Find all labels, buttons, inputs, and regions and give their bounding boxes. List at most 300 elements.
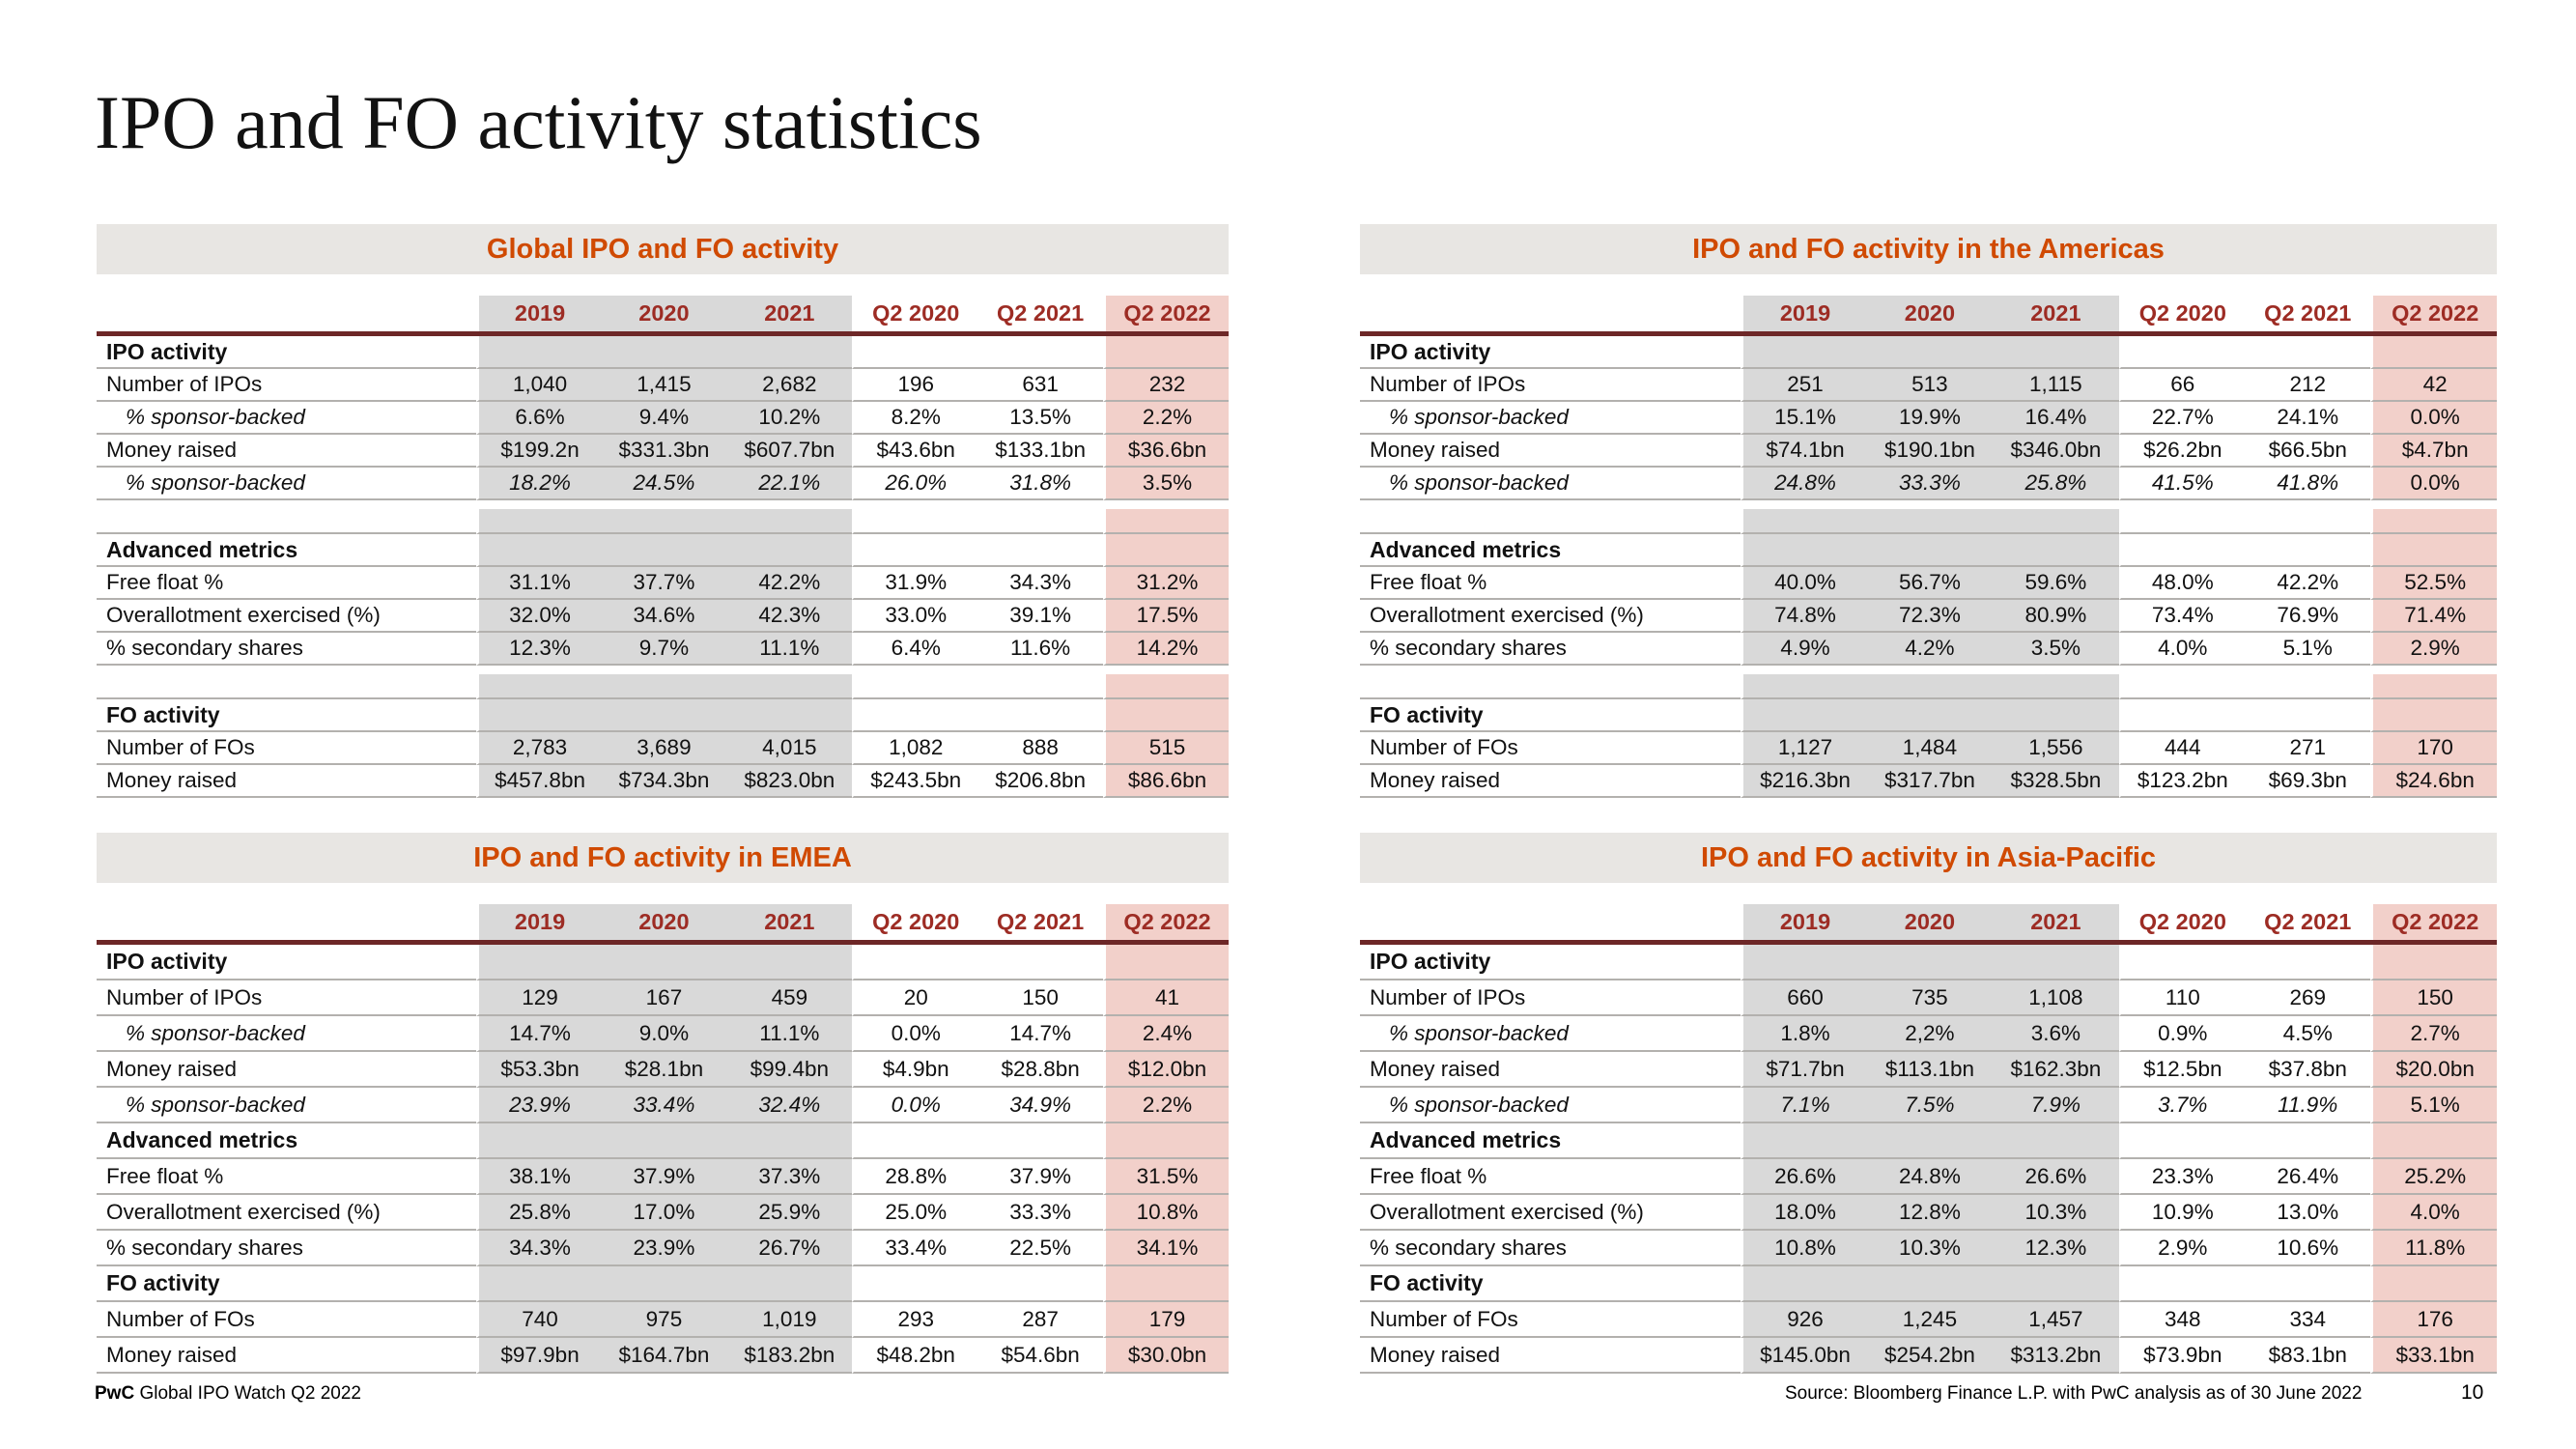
row-label: [97, 666, 476, 674]
cell-value: [1867, 336, 1993, 369]
table-row: [1360, 666, 2497, 674]
cell-value: 40.0%: [1741, 567, 1866, 600]
cell-value: 3,689: [602, 732, 727, 765]
table-row: [97, 1266, 1229, 1302]
cell-value: [602, 945, 727, 980]
cell-value: 7.9%: [1993, 1088, 2118, 1123]
cell-value: 5.1%: [2370, 1088, 2496, 1123]
cell-value: [476, 534, 602, 567]
table-row: [1360, 402, 2497, 435]
cell-value: 2,682: [726, 369, 852, 402]
table-title: IPO and FO activity in EMEA: [473, 841, 852, 873]
cell-value: 18.2%: [476, 468, 602, 500]
cell-value: [1103, 500, 1229, 509]
row-label: Overallotment exercised (%): [1360, 1195, 1741, 1231]
cell-value: 25.2%: [2370, 1159, 2496, 1195]
row-label: Money raised: [1360, 1338, 1741, 1374]
cell-value: 0.0%: [852, 1016, 977, 1052]
cell-value: 37.7%: [602, 567, 727, 600]
cell-value: 9.4%: [602, 402, 727, 435]
cell-value: 6.6%: [476, 402, 602, 435]
cell-value: 23.9%: [476, 1088, 602, 1123]
cell-value: 19.9%: [1867, 402, 1993, 435]
cell-value: [977, 336, 1103, 369]
cell-value: $457.8bn: [476, 765, 602, 798]
row-label: % sponsor-backed: [1360, 1016, 1741, 1052]
row-label: [1360, 674, 1741, 699]
cell-value: 24.8%: [1741, 468, 1866, 500]
row-label: Number of IPOs: [97, 369, 476, 402]
cell-value: 33.3%: [1867, 468, 1993, 500]
row-label: Free float %: [97, 1159, 476, 1195]
cell-value: 26.7%: [726, 1231, 852, 1266]
table-row: [97, 1338, 1229, 1374]
header-spacer-cell: [97, 296, 476, 331]
year-header: 2020: [1867, 904, 1993, 940]
section-label: IPO activity: [97, 336, 476, 369]
cell-value: [1993, 1266, 2118, 1302]
cell-value: $607.7bn: [726, 435, 852, 468]
cell-value: 1,245: [1867, 1302, 1993, 1338]
cell-value: $20.0bn: [2370, 1052, 2496, 1088]
cell-value: 74.8%: [1741, 600, 1866, 633]
cell-value: 26.4%: [2245, 1159, 2370, 1195]
cell-value: [2119, 674, 2245, 699]
row-label: % sponsor-backed: [1360, 402, 1741, 435]
cell-value: [2119, 945, 2245, 980]
row-label: % secondary shares: [97, 1231, 476, 1266]
cell-value: [2370, 666, 2496, 674]
year-header: 2020: [602, 296, 727, 331]
cell-value: $199.2n: [476, 435, 602, 468]
cell-value: [602, 336, 727, 369]
cell-value: [977, 674, 1103, 699]
cell-value: 1,415: [602, 369, 727, 402]
cell-value: [1993, 509, 2118, 534]
cell-value: 28.8%: [852, 1159, 977, 1195]
cell-value: [726, 534, 852, 567]
cell-value: [602, 500, 727, 509]
cell-value: 37.3%: [726, 1159, 852, 1195]
year-header: Q2 2021: [2245, 904, 2370, 940]
cell-value: 42.2%: [2245, 567, 2370, 600]
cell-value: 167: [602, 980, 727, 1016]
year-header: Q2 2022: [2370, 296, 2496, 331]
cell-value: $71.7bn: [1741, 1052, 1866, 1088]
cell-value: [977, 945, 1103, 980]
cell-value: [2245, 500, 2370, 509]
cell-value: [476, 666, 602, 674]
year-header: 2019: [476, 296, 602, 331]
cell-value: [726, 699, 852, 732]
table-asia-pacific: [1360, 833, 2497, 1374]
cell-value: $12.0bn: [1103, 1052, 1229, 1088]
cell-value: 2.9%: [2370, 633, 2496, 666]
year-header: 2020: [602, 904, 727, 940]
cell-value: 1,115: [1993, 369, 2118, 402]
cell-value: [726, 509, 852, 534]
table-americas: [1360, 224, 2497, 798]
cell-value: 20: [852, 980, 977, 1016]
cell-value: $26.2bn: [2119, 435, 2245, 468]
row-label: Number of IPOs: [97, 980, 476, 1016]
cell-value: 24.5%: [602, 468, 727, 500]
table-row: [1360, 945, 2497, 980]
spacer: [1360, 883, 2497, 904]
cell-value: [2245, 674, 2370, 699]
cell-value: 513: [1867, 369, 1993, 402]
spacer: [97, 883, 1229, 904]
cell-value: [1741, 336, 1866, 369]
row-label: Money raised: [1360, 765, 1741, 798]
cell-value: 1.8%: [1741, 1016, 1866, 1052]
cell-value: 80.9%: [1993, 600, 2118, 633]
cell-value: $86.6bn: [1103, 765, 1229, 798]
cell-value: 1,484: [1867, 732, 1993, 765]
cell-value: 18.0%: [1741, 1195, 1866, 1231]
table-title-bar: [1360, 833, 2497, 883]
cell-value: [977, 534, 1103, 567]
cell-value: 150: [2370, 980, 2496, 1016]
table-row: [97, 336, 1229, 369]
cell-value: 888: [977, 732, 1103, 765]
cell-value: 41: [1103, 980, 1229, 1016]
cell-value: 0.0%: [2370, 402, 2496, 435]
cell-value: 13.0%: [2245, 1195, 2370, 1231]
row-label: [1360, 500, 1741, 509]
footer-source: Source: Bloomberg Finance L.P. with PwC analysis as of 30 June 2022: [1785, 1383, 2363, 1404]
cell-value: $43.6bn: [852, 435, 977, 468]
cell-value: 11.1%: [726, 1016, 852, 1052]
cell-value: [1741, 666, 1866, 674]
cell-value: 660: [1741, 980, 1866, 1016]
cell-value: 334: [2245, 1302, 2370, 1338]
cell-value: 14.7%: [476, 1016, 602, 1052]
cell-value: [2245, 336, 2370, 369]
cell-value: 48.0%: [2119, 567, 2245, 600]
cell-value: 170: [2370, 732, 2496, 765]
cell-value: $28.8bn: [977, 1052, 1103, 1088]
section-label: FO activity: [1360, 699, 1741, 732]
table-row: [97, 600, 1229, 633]
cell-value: [1993, 699, 2118, 732]
cell-value: [1993, 945, 2118, 980]
cell-value: 33.0%: [852, 600, 977, 633]
table-row: [1360, 435, 2497, 468]
cell-value: $36.6bn: [1103, 435, 1229, 468]
cell-value: [852, 666, 977, 674]
cell-value: 17.0%: [602, 1195, 727, 1231]
cell-value: 34.3%: [476, 1231, 602, 1266]
table-title: Global IPO and FO activity: [486, 233, 839, 265]
cell-value: [1103, 674, 1229, 699]
footer-report-name: [95, 1383, 361, 1405]
cell-value: 72.3%: [1867, 600, 1993, 633]
year-header: Q2 2021: [977, 296, 1103, 331]
cell-value: [1103, 1123, 1229, 1159]
cell-value: 31.5%: [1103, 1159, 1229, 1195]
cell-value: [977, 1123, 1103, 1159]
table-row: [97, 534, 1229, 567]
cell-value: [1867, 534, 1993, 567]
row-label: Number of IPOs: [1360, 980, 1741, 1016]
cell-value: 271: [2245, 732, 2370, 765]
cell-value: $216.3bn: [1741, 765, 1866, 798]
cell-value: $33.1bn: [2370, 1338, 2496, 1374]
table-row: [1360, 567, 2497, 600]
cell-value: [2119, 336, 2245, 369]
cell-value: [852, 509, 977, 534]
row-label: [1360, 666, 1741, 674]
cell-value: 26.0%: [852, 468, 977, 500]
cell-value: [2245, 534, 2370, 567]
row-label: Money raised: [97, 1052, 476, 1088]
cell-value: 348: [2119, 1302, 2245, 1338]
table-title-bar: [97, 833, 1229, 883]
cell-value: 251: [1741, 369, 1866, 402]
cell-value: 9.7%: [602, 633, 727, 666]
cell-value: [1867, 500, 1993, 509]
cell-value: 23.9%: [602, 1231, 727, 1266]
cell-value: [977, 699, 1103, 732]
table-row: [1360, 1231, 2497, 1266]
cell-value: [2370, 699, 2496, 732]
table-row: [97, 945, 1229, 980]
cell-value: 24.8%: [1867, 1159, 1993, 1195]
cell-value: [852, 699, 977, 732]
table-row: [97, 1231, 1229, 1266]
section-label: IPO activity: [1360, 945, 1741, 980]
cell-value: 2.7%: [2370, 1016, 2496, 1052]
cell-value: [476, 336, 602, 369]
cell-value: 7.5%: [1867, 1088, 1993, 1123]
cell-value: 37.9%: [977, 1159, 1103, 1195]
cell-value: 59.6%: [1993, 567, 2118, 600]
row-label: Overallotment exercised (%): [97, 1195, 476, 1231]
cell-value: 16.4%: [1993, 402, 2118, 435]
cell-value: 34.1%: [1103, 1231, 1229, 1266]
table-row: [97, 468, 1229, 500]
cell-value: $12.5bn: [2119, 1052, 2245, 1088]
cell-value: 32.0%: [476, 600, 602, 633]
section-label: IPO activity: [1360, 336, 1741, 369]
cell-value: [726, 1266, 852, 1302]
row-label: % sponsor-backed: [97, 468, 476, 500]
cell-value: [1103, 336, 1229, 369]
cell-value: 25.0%: [852, 1195, 977, 1231]
cell-value: [977, 500, 1103, 509]
cell-value: $183.2bn: [726, 1338, 852, 1374]
cell-value: [2119, 666, 2245, 674]
cell-value: [2370, 509, 2496, 534]
year-header: Q2 2020: [852, 296, 977, 331]
cell-value: [476, 699, 602, 732]
year-header: Q2 2020: [2119, 904, 2245, 940]
cell-value: [1741, 699, 1866, 732]
cell-value: 41.5%: [2119, 468, 2245, 500]
table-row: [1360, 1195, 2497, 1231]
cell-value: 56.7%: [1867, 567, 1993, 600]
cell-value: [726, 945, 852, 980]
cell-value: [2119, 1123, 2245, 1159]
cell-value: 1,082: [852, 732, 977, 765]
cell-value: [2370, 1123, 2496, 1159]
year-header-row: [1360, 296, 2497, 331]
table-row: [1360, 369, 2497, 402]
cell-value: $331.3bn: [602, 435, 727, 468]
row-label: [97, 674, 476, 699]
table-title-bar: [97, 224, 1229, 274]
cell-value: [2245, 945, 2370, 980]
table-row: [97, 1159, 1229, 1195]
table-row: [97, 435, 1229, 468]
cell-value: 38.1%: [476, 1159, 602, 1195]
cell-value: $328.5bn: [1993, 765, 2118, 798]
cell-value: [1993, 666, 2118, 674]
cell-value: [1993, 674, 2118, 699]
table-row: [1360, 980, 2497, 1016]
cell-value: [602, 534, 727, 567]
cell-value: [2245, 699, 2370, 732]
year-header: Q2 2022: [1103, 904, 1229, 940]
row-label: % secondary shares: [1360, 633, 1741, 666]
cell-value: 31.1%: [476, 567, 602, 600]
cell-value: 293: [852, 1302, 977, 1338]
cell-value: 0.9%: [2119, 1016, 2245, 1052]
cell-value: 1,127: [1741, 732, 1866, 765]
table-row: [97, 567, 1229, 600]
cell-value: 9.0%: [602, 1016, 727, 1052]
table-row: [1360, 1266, 2497, 1302]
cell-value: [2245, 666, 2370, 674]
cell-value: 25.9%: [726, 1195, 852, 1231]
table-row: [1360, 765, 2497, 798]
cell-value: 42.3%: [726, 600, 852, 633]
year-header: 2019: [476, 904, 602, 940]
cell-value: [2370, 1266, 2496, 1302]
section-label: Advanced metrics: [1360, 534, 1741, 567]
cell-value: [726, 674, 852, 699]
cell-value: [2370, 336, 2496, 369]
table-row: [97, 1195, 1229, 1231]
row-label: % sponsor-backed: [97, 402, 476, 435]
cell-value: [1741, 1266, 1866, 1302]
cell-value: $66.5bn: [2245, 435, 2370, 468]
cell-value: [852, 674, 977, 699]
year-header: Q2 2020: [2119, 296, 2245, 331]
cell-value: 52.5%: [2370, 567, 2496, 600]
row-label: Number of FOs: [1360, 732, 1741, 765]
cell-value: 10.8%: [1103, 1195, 1229, 1231]
year-header: Q2 2021: [977, 904, 1103, 940]
row-label: Money raised: [97, 435, 476, 468]
cell-value: 71.4%: [2370, 600, 2496, 633]
cell-value: 34.9%: [977, 1088, 1103, 1123]
cell-value: [1741, 1123, 1866, 1159]
cell-value: 196: [852, 369, 977, 402]
row-label: Money raised: [1360, 435, 1741, 468]
cell-value: [2119, 509, 2245, 534]
cell-value: 975: [602, 1302, 727, 1338]
row-label: Overallotment exercised (%): [97, 600, 476, 633]
cell-value: $317.7bn: [1867, 765, 1993, 798]
year-header: 2021: [1993, 904, 2118, 940]
cell-value: 4.9%: [1741, 633, 1866, 666]
cell-value: 13.5%: [977, 402, 1103, 435]
cell-value: $162.3bn: [1993, 1052, 2118, 1088]
cell-value: 179: [1103, 1302, 1229, 1338]
cell-value: [602, 509, 727, 534]
row-label: % sponsor-backed: [97, 1088, 476, 1123]
cell-value: 25.8%: [1993, 468, 2118, 500]
row-label: Number of FOs: [97, 1302, 476, 1338]
cell-value: 740: [476, 1302, 602, 1338]
table-row: [97, 402, 1229, 435]
cell-value: 10.8%: [1741, 1231, 1866, 1266]
cell-value: $74.1bn: [1741, 435, 1866, 468]
cell-value: 176: [2370, 1302, 2496, 1338]
cell-value: [602, 666, 727, 674]
cell-value: [2370, 674, 2496, 699]
year-header-row: [97, 904, 1229, 940]
cell-value: $30.0bn: [1103, 1338, 1229, 1374]
cell-value: 15.1%: [1741, 402, 1866, 435]
cell-value: 5.1%: [2245, 633, 2370, 666]
cell-value: $123.2bn: [2119, 765, 2245, 798]
cell-value: $4.7bn: [2370, 435, 2496, 468]
section-label: Advanced metrics: [1360, 1123, 1741, 1159]
cell-value: 212: [2245, 369, 2370, 402]
section-label: Advanced metrics: [97, 534, 476, 567]
cell-value: 12.8%: [1867, 1195, 1993, 1231]
cell-value: 33.4%: [602, 1088, 727, 1123]
table-row: [97, 765, 1229, 798]
cell-value: $73.9bn: [2119, 1338, 2245, 1374]
year-header: 2020: [1867, 296, 1993, 331]
section-label: Advanced metrics: [97, 1123, 476, 1159]
cell-value: [1103, 666, 1229, 674]
cell-value: 39.1%: [977, 600, 1103, 633]
cell-value: [1867, 1266, 1993, 1302]
cell-value: [476, 1123, 602, 1159]
cell-value: 0.0%: [852, 1088, 977, 1123]
cell-value: 7.1%: [1741, 1088, 1866, 1123]
row-label: Money raised: [1360, 1052, 1741, 1088]
table-row: [1360, 1338, 2497, 1374]
cell-value: 4.0%: [2370, 1195, 2496, 1231]
cell-value: 12.3%: [476, 633, 602, 666]
cell-value: [1741, 500, 1866, 509]
cell-value: $254.2bn: [1867, 1338, 1993, 1374]
row-label: Number of IPOs: [1360, 369, 1741, 402]
cell-value: [1103, 534, 1229, 567]
cell-value: $145.0bn: [1741, 1338, 1866, 1374]
cell-value: [602, 1266, 727, 1302]
cell-value: $54.6bn: [977, 1338, 1103, 1374]
cell-value: 4,015: [726, 732, 852, 765]
header-spacer-cell: [1360, 904, 1741, 940]
cell-value: [1103, 945, 1229, 980]
cell-value: [852, 1123, 977, 1159]
cell-value: $734.3bn: [602, 765, 727, 798]
cell-value: [726, 336, 852, 369]
year-header: 2021: [726, 296, 852, 331]
cell-value: $113.1bn: [1867, 1052, 1993, 1088]
table-global: [97, 224, 1229, 798]
cell-value: [1993, 336, 2118, 369]
row-label: Free float %: [1360, 567, 1741, 600]
table-row: [97, 1016, 1229, 1052]
